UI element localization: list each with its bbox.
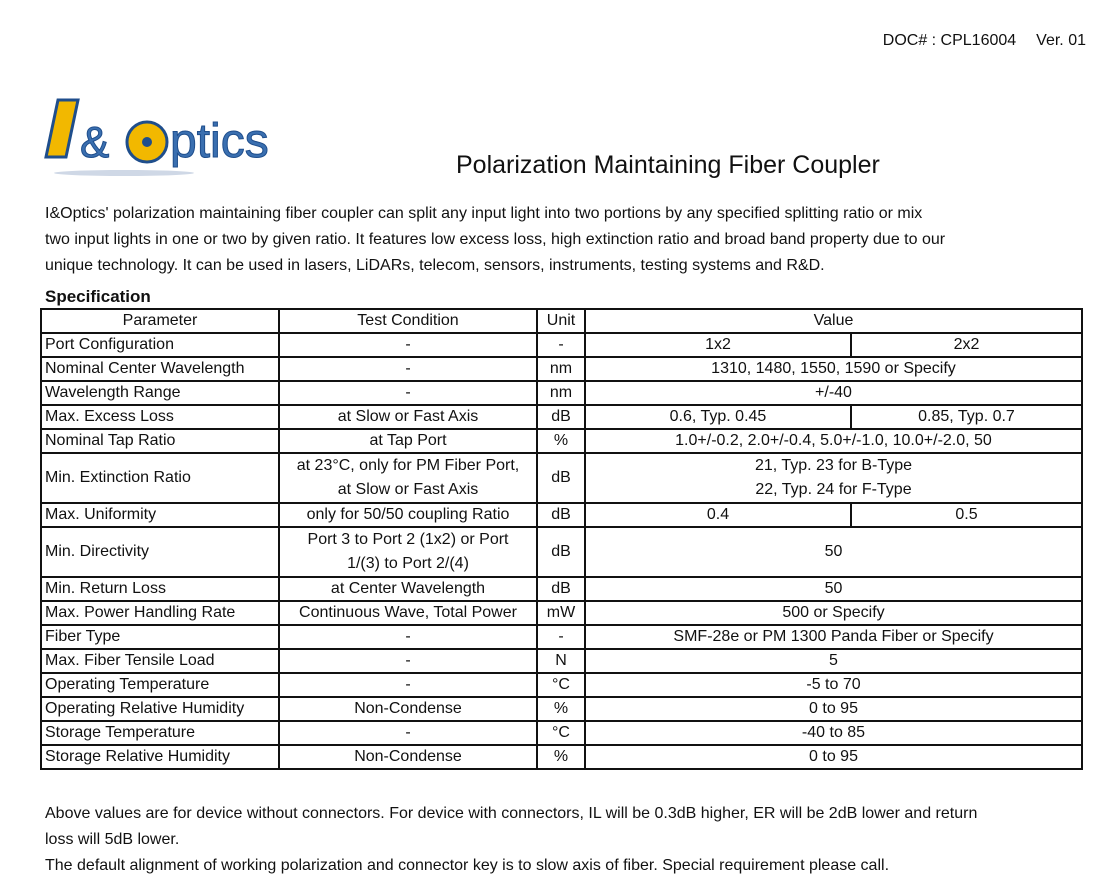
logo-o-center bbox=[142, 137, 152, 147]
specification-table bbox=[40, 308, 1083, 770]
param-cell: Nominal Center Wavelength bbox=[41, 357, 279, 381]
condition-cell: - bbox=[279, 333, 537, 357]
header-parameter: Parameter bbox=[41, 309, 279, 333]
table-header-row bbox=[41, 309, 1082, 333]
table-row bbox=[41, 697, 1082, 721]
intro-paragraph bbox=[45, 201, 1085, 279]
condition-cell: at Slow or Fast Axis bbox=[279, 405, 537, 429]
value-cell bbox=[585, 453, 1082, 503]
value-cell: SMF-28e or PM 1300 Panda Fiber or Specify bbox=[585, 625, 1082, 649]
note-line: The default alignment of working polarization and connector key is to slow axis of fiber. Special requirement please call. bbox=[45, 857, 890, 874]
table-row bbox=[41, 527, 1082, 577]
unit-cell: dB bbox=[537, 503, 585, 527]
value-cell: -5 to 70 bbox=[585, 673, 1082, 697]
table-row bbox=[41, 405, 1082, 429]
value-cell: 50 bbox=[585, 527, 1082, 577]
condition-cell: at Center Wavelength bbox=[279, 577, 537, 601]
specification-heading: Specification bbox=[45, 287, 151, 306]
logo-ampersand: & bbox=[80, 118, 110, 167]
unit-cell: - bbox=[537, 625, 585, 649]
header-unit: Unit bbox=[537, 309, 585, 333]
condition-cell bbox=[279, 527, 537, 577]
value-cell: 1.0+/-0.2, 2.0+/-0.4, 5.0+/-1.0, 10.0+/-2.0, 50 bbox=[585, 429, 1082, 453]
value-cell: 500 or Specify bbox=[585, 601, 1082, 625]
condition-line: Port 3 to Port 2 (1x2) or Port bbox=[307, 531, 509, 548]
condition-cell: Non-Condense bbox=[279, 745, 537, 769]
condition-cell: - bbox=[279, 625, 537, 649]
param-cell: Min. Extinction Ratio bbox=[41, 453, 279, 503]
doc-number-text: DOC# : CPL16004 bbox=[882, 32, 1017, 49]
condition-line: 1/(3) to Port 2/(4) bbox=[347, 555, 469, 572]
unit-cell: mW bbox=[537, 601, 585, 625]
value-cell: 1310, 1480, 1550, 1590 or Specify bbox=[585, 357, 1082, 381]
condition-cell: only for 50/50 coupling Ratio bbox=[279, 503, 537, 527]
company-logo bbox=[44, 95, 304, 185]
intro-line: I&Optics' polarization maintaining fiber coupler can split any input light into two portions by any specified splitting ratio or mix bbox=[45, 205, 923, 222]
condition-cell: Continuous Wave, Total Power bbox=[279, 601, 537, 625]
document-number bbox=[883, 32, 1086, 50]
value-cell: 5 bbox=[585, 649, 1082, 673]
unit-cell: dB bbox=[537, 453, 585, 503]
value-cell: 50 bbox=[585, 577, 1082, 601]
condition-cell: - bbox=[279, 357, 537, 381]
table-row bbox=[41, 503, 1082, 527]
condition-cell: at Tap Port bbox=[279, 429, 537, 453]
value-cell: 0.5 bbox=[851, 503, 1082, 527]
unit-cell: nm bbox=[537, 357, 585, 381]
unit-cell: °C bbox=[537, 721, 585, 745]
table-row bbox=[41, 453, 1082, 503]
unit-cell: dB bbox=[537, 577, 585, 601]
table-row bbox=[41, 381, 1082, 405]
param-cell: Max. Uniformity bbox=[41, 503, 279, 527]
value-cell: 0.4 bbox=[585, 503, 851, 527]
value-cell: 0 to 95 bbox=[585, 745, 1082, 769]
param-cell: Nominal Tap Ratio bbox=[41, 429, 279, 453]
unit-cell: % bbox=[537, 745, 585, 769]
value-line: 22, Typ. 24 for F-Type bbox=[755, 481, 912, 498]
footnotes bbox=[45, 801, 1085, 879]
unit-cell: dB bbox=[537, 527, 585, 577]
note-line: loss will 5dB lower. bbox=[45, 831, 180, 848]
logo-shadow bbox=[54, 170, 194, 176]
intro-line: unique technology. It can be used in lasers, LiDARs, telecom, sensors, instruments, testing systems and R&D. bbox=[45, 257, 825, 274]
condition-cell: - bbox=[279, 673, 537, 697]
condition-cell: Non-Condense bbox=[279, 697, 537, 721]
table-row bbox=[41, 625, 1082, 649]
param-cell: Min. Return Loss bbox=[41, 577, 279, 601]
param-cell: Max. Excess Loss bbox=[41, 405, 279, 429]
unit-cell: °C bbox=[537, 673, 585, 697]
param-cell: Min. Directivity bbox=[41, 527, 279, 577]
param-cell: Operating Temperature bbox=[41, 673, 279, 697]
value-line: 21, Typ. 23 for B-Type bbox=[754, 457, 913, 474]
param-cell: Fiber Type bbox=[41, 625, 279, 649]
condition-line: at Slow or Fast Axis bbox=[337, 481, 479, 498]
value-cell: 1x2 bbox=[585, 333, 851, 357]
condition-cell bbox=[279, 453, 537, 503]
unit-cell: dB bbox=[537, 405, 585, 429]
note-line: Above values are for device without connectors. For device with connectors, IL will be 0.3dB higher, ER will be 2dB lower and return bbox=[45, 805, 978, 822]
logo-ptics: ptics bbox=[170, 115, 269, 168]
table-row bbox=[41, 333, 1082, 357]
table-row bbox=[41, 673, 1082, 697]
table-row bbox=[41, 721, 1082, 745]
param-cell: Wavelength Range bbox=[41, 381, 279, 405]
value-cell: +/-40 bbox=[585, 381, 1082, 405]
intro-line: two input lights in one or two by given ratio. It features low excess loss, high extinction ratio and broad band property due to our bbox=[45, 231, 946, 248]
param-cell: Storage Temperature bbox=[41, 721, 279, 745]
page-title: Polarization Maintaining Fiber Coupler bbox=[456, 151, 880, 179]
condition-cell: - bbox=[279, 381, 537, 405]
param-cell: Operating Relative Humidity bbox=[41, 697, 279, 721]
condition-cell: - bbox=[279, 649, 537, 673]
unit-cell: N bbox=[537, 649, 585, 673]
param-cell: Max. Power Handling Rate bbox=[41, 601, 279, 625]
value-cell: 0.6, Typ. 0.45 bbox=[585, 405, 851, 429]
value-cell: 0 to 95 bbox=[585, 697, 1082, 721]
unit-cell: - bbox=[537, 333, 585, 357]
table-row bbox=[41, 649, 1082, 673]
param-cell: Port Configuration bbox=[41, 333, 279, 357]
value-cell: 2x2 bbox=[851, 333, 1082, 357]
version-text: Ver. 01 bbox=[1036, 32, 1086, 49]
unit-cell: % bbox=[537, 429, 585, 453]
condition-cell: - bbox=[279, 721, 537, 745]
param-cell: Storage Relative Humidity bbox=[41, 745, 279, 769]
unit-cell: nm bbox=[537, 381, 585, 405]
table-row bbox=[41, 429, 1082, 453]
table-row bbox=[41, 577, 1082, 601]
table-row bbox=[41, 601, 1082, 625]
header-test-condition: Test Condition bbox=[279, 309, 537, 333]
header-value: Value bbox=[585, 309, 1082, 333]
unit-cell: % bbox=[537, 697, 585, 721]
value-cell: 0.85, Typ. 0.7 bbox=[851, 405, 1082, 429]
table-row bbox=[41, 745, 1082, 769]
condition-line: at 23°C, only for PM Fiber Port, bbox=[296, 457, 520, 474]
param-cell: Max. Fiber Tensile Load bbox=[41, 649, 279, 673]
value-cell: -40 to 85 bbox=[585, 721, 1082, 745]
table-row bbox=[41, 357, 1082, 381]
logo-slash-mark bbox=[46, 100, 78, 157]
